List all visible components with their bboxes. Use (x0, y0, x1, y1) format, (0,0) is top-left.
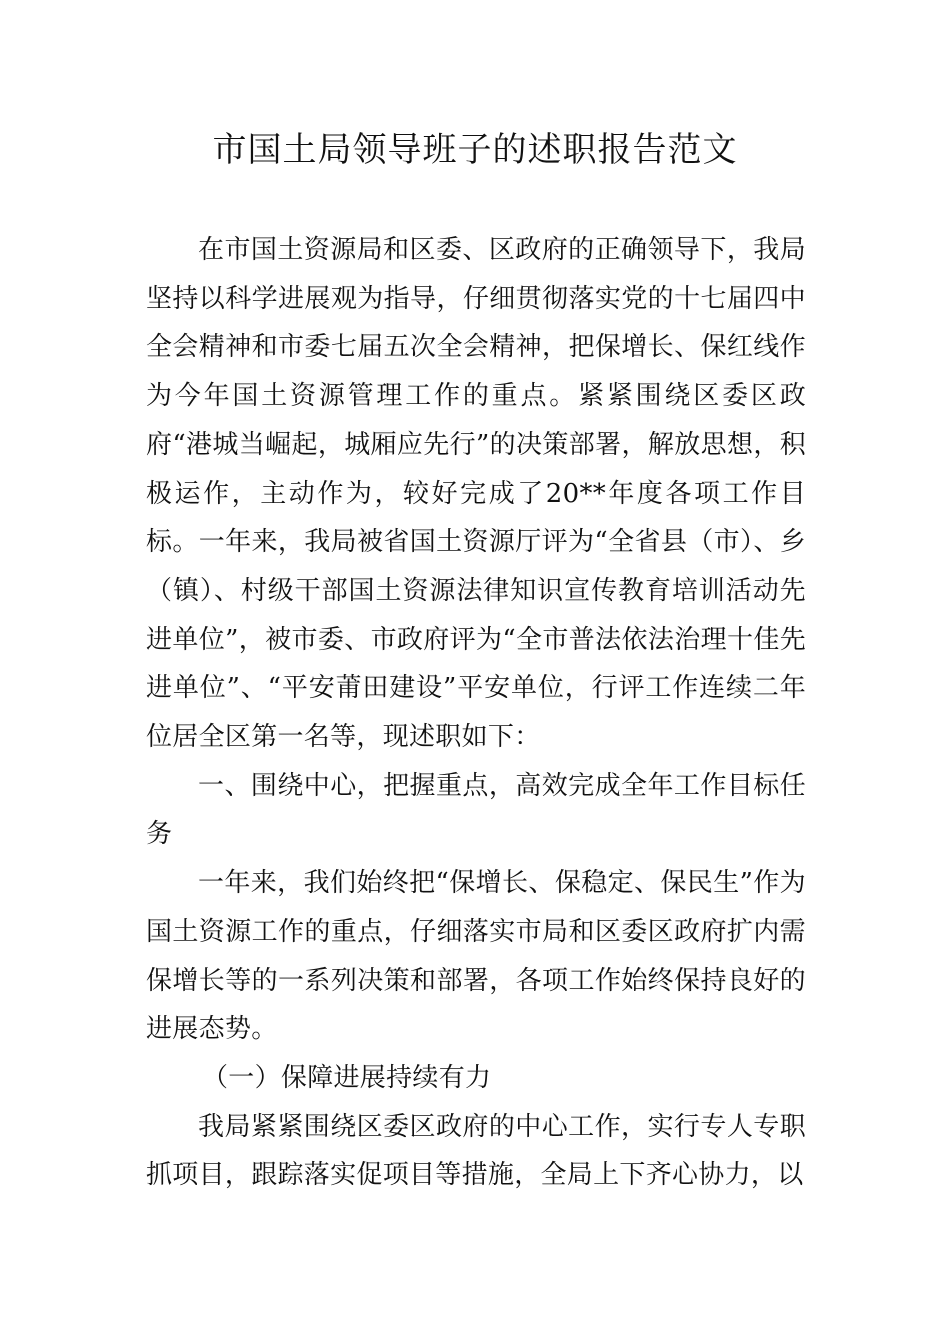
paragraph-section-1: 一年来，我们始终把“保增长、保稳定、保民生”作为国土资源工作的重点，仔细落实市局和区委区政府扩内需保增长等的一系列决策和部署，各项工作始终保持良好的进展态势。 (146, 868, 806, 1045)
document-title: 市国土局领导班子的述职报告范文 (212, 130, 738, 170)
paragraph-subsection-1: 我局紧紧围绕区委区政府的中心工作，实行专人专职抓项目，跟踪落实促项目等措施，全局上下齐心协力，以 (146, 1111, 806, 1191)
document-body (146, 226, 806, 1200)
section-heading-1: 一、围绕中心，把握重点，高效完成全年工作目标任务 (146, 770, 806, 850)
subsection-heading-1: （一）保障进展持续有力 (202, 1062, 492, 1093)
paragraph-intro: 在市国土资源局和区委、区政府的正确领导下，我局坚持以科学进展观为指导，仔细贯彻落实党的十七届四中全会精神和市委七届五次全会精神，把保增长、保红线作为今年国土资源管理工作的重点。紧紧围绕区委区政府“港城当崛起，城厢应先行”的决策部署，解放思想，积极运作，主动作为，较好完成了20**年度各项工作目标。一年来，我局被省国土资源厅评为“全省县（市）、乡（镇）、村级干部国土资源法律知识宣传教育培训活动先进单位”，被市委、市政府评为“全市普法依法治理十佳先进单位”、“平安莆田建设”平安单位，行评工作连续二年位居全区第一名等，现述职如下： (146, 235, 806, 753)
